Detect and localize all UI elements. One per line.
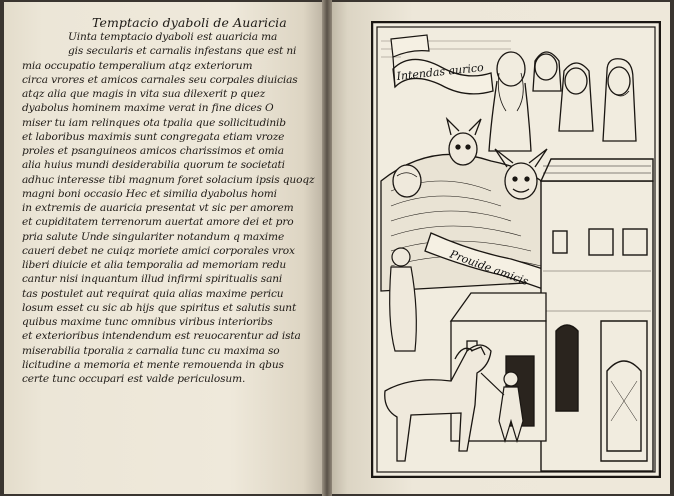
text-line: caueri debet ne cuiqz moriete amici corporales vrox xyxy=(22,244,295,257)
tower-building xyxy=(541,159,653,471)
text-line: dyabolus hominem maxime verat in fine dices O xyxy=(22,102,274,115)
text-line: gis secularis et carnalis infestans que est ni xyxy=(68,45,297,58)
text-line: quibus maxime tunc omnibus viribus interioribs xyxy=(22,316,273,328)
banner-top-text: Intendas aurico xyxy=(395,60,485,83)
chapter-heading: Temptacio dyaboli de Auaricia xyxy=(92,15,287,30)
text-line: alia huius mundi desiderabilia quorum te societati xyxy=(22,159,285,172)
book-gutter xyxy=(322,0,332,496)
body-text xyxy=(22,30,320,386)
text-line: pria salute Unde singulariter notandum q maxime xyxy=(22,230,285,243)
text-line: et exterioribus intendendum est reuocarentur ad ista xyxy=(22,330,301,343)
text-line: miser tu iam relinques ota tpalia que sollicitudinib xyxy=(22,116,286,129)
text-line: miserabilia tporalia z carnalia tunc cu maxima so xyxy=(22,344,280,357)
text-line: mia occupatio temperalium atqz exteriorum xyxy=(22,59,253,72)
text-line: proles et psanguineos amicos charissimos et omia xyxy=(22,145,284,157)
text-line: Uinta temptacio dyaboli est auaricia ma xyxy=(68,31,278,43)
text-line: magni boni occasio Hec et similia dyabolus homi xyxy=(22,187,277,200)
banner-middle-text: Prouide amicis xyxy=(447,247,531,289)
text-line: et cupiditatem terrenorum auertat amore dei et pro xyxy=(22,216,294,229)
text-line: in extremis de auaricia presentat vt sic per amorem xyxy=(22,202,294,214)
text-line: licitudine a memoria et mente remouenda in qbus xyxy=(22,358,284,371)
text-line: atqz alia que magis in vita sua dilexerit p quez xyxy=(22,88,266,100)
text-line: losum esset cu sic ab hijs que spiritus et salutis sunt xyxy=(22,301,297,314)
text-line: circa vrores et amicos carnales seu corpales diuicias xyxy=(22,73,298,86)
text-line: cantur nisi inquantum illud infirmi spiritualis sani xyxy=(22,273,283,286)
text-line: certe tunc occupari est valde periculosum. xyxy=(22,373,246,385)
text-line: tas postulet aut requirat quia alias maxime pericu xyxy=(22,287,284,300)
text-line: et laboribus maximis sunt congregata etiam vroze xyxy=(22,130,285,143)
text-line: liberi diuicie et alia temporalia ad memoriam redu xyxy=(22,259,287,271)
woodcut-illustration xyxy=(371,21,661,478)
text-line: adhuc interesse tibi magnum foret solacium ipsis quoqz xyxy=(22,173,315,186)
